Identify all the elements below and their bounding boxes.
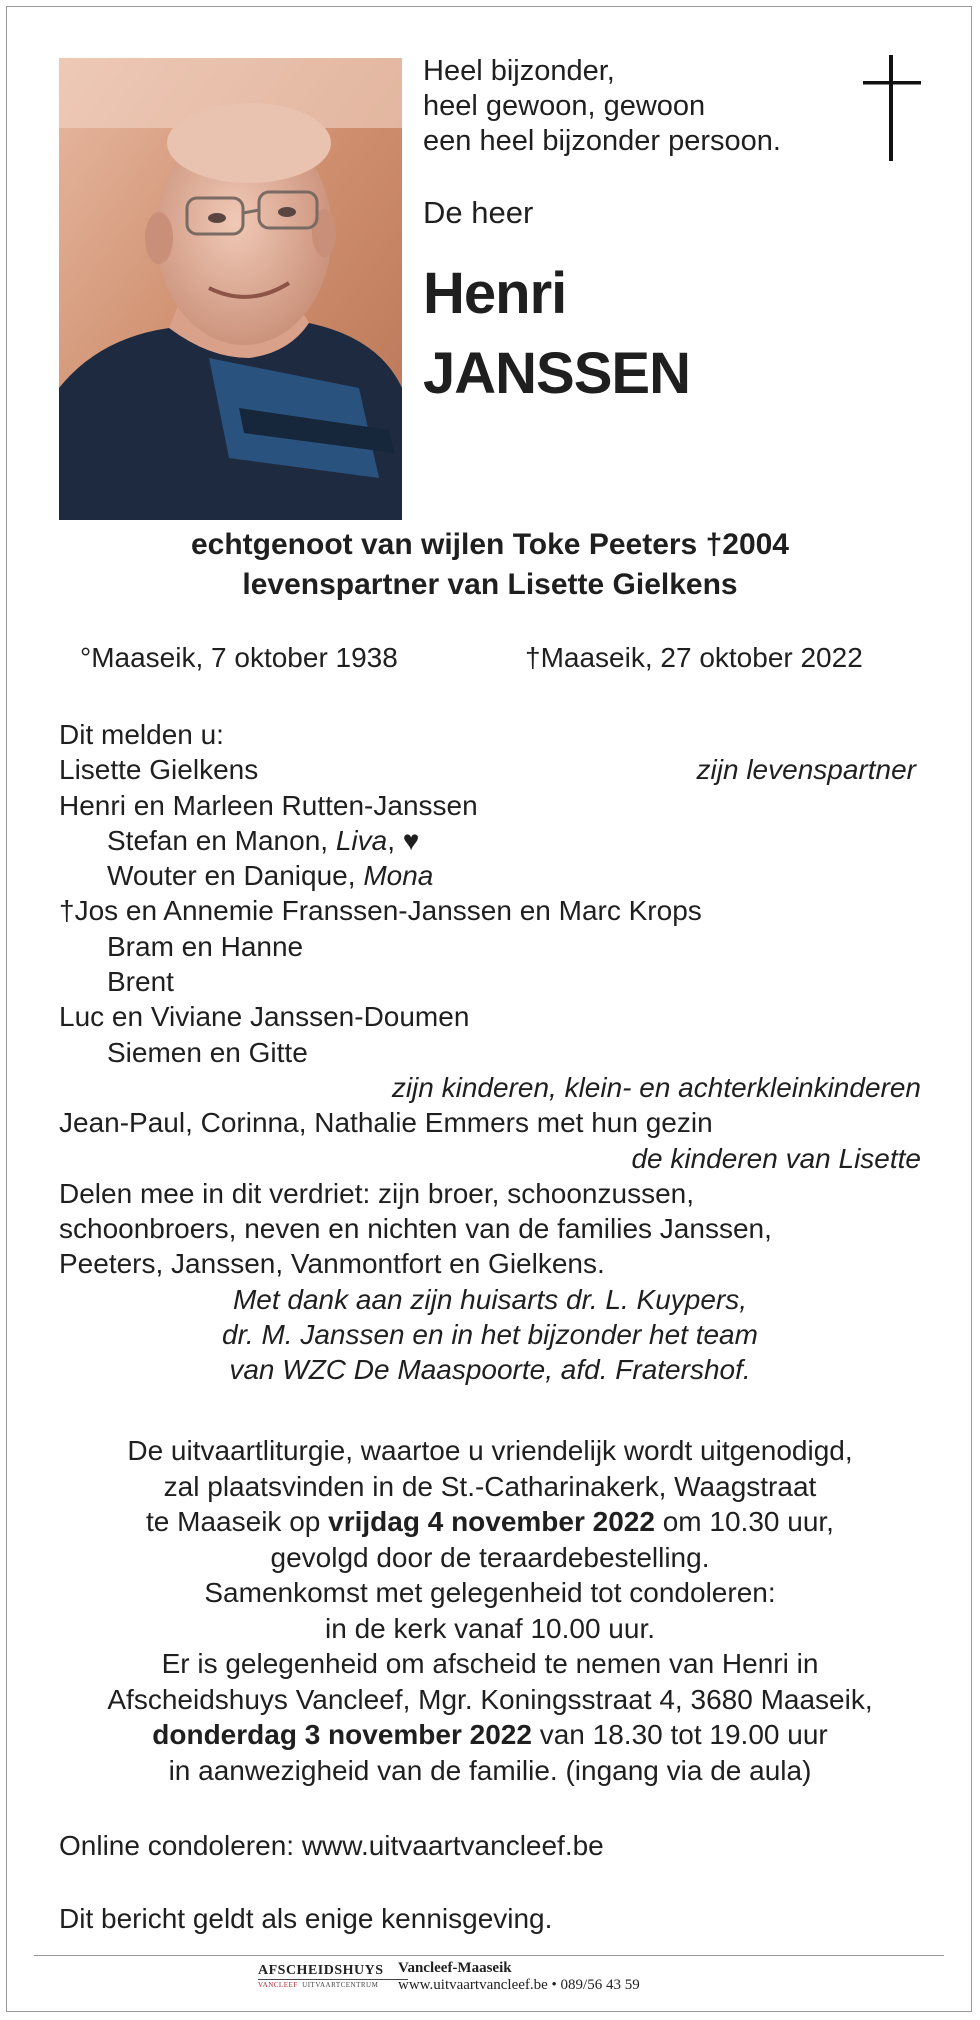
partner-line: levenspartner van Lisette Gielkens [242, 568, 738, 601]
funeral-line: in de kerk vanaf 10.00 uur. [325, 1612, 655, 1644]
grandchild-family [107, 858, 433, 893]
last-name: JANSSEN [423, 341, 690, 406]
online-condolences[interactable]: Online condoleren: www.uitvaartvancleef.be [59, 1830, 604, 1861]
grandchild-names: Stefan en Manon, [107, 824, 336, 856]
children-role: zijn kinderen, klein- en achterkleinkinderen [391, 1071, 921, 1103]
honorific: De heer [423, 195, 534, 230]
company-name: Vancleef-Maaseik [398, 1960, 512, 1976]
grandchild-family: Bram en Hanne [107, 930, 304, 962]
shared-grief-line: schoonbroers, neven en nichten van de families Janssen, [59, 1213, 772, 1245]
farewell-date: donderdag 3 november 2022 [152, 1719, 532, 1750]
funeral-line: Er is gelegenheid om afscheid te nemen van Henri in [161, 1648, 819, 1679]
thanks-line: van WZC De Maaspoorte, afd. Fratershof. [229, 1354, 751, 1386]
logo-rule [258, 1979, 408, 1980]
intro-line: een heel bijzonder persoon. [423, 125, 781, 157]
funeral-time: om 10.30 uur, [654, 1506, 834, 1537]
farewell-time: van 18.30 tot 19.00 uur [531, 1719, 828, 1750]
thanks-line: dr. M. Janssen en in het bijzonder het team [222, 1319, 758, 1351]
family-heading: Dit melden u: [59, 719, 224, 750]
logo-sub-brand: VANCLEEF [258, 1981, 298, 1989]
grandchild-family: Siemen en Gitte [107, 1036, 308, 1068]
logo-sub-text: UITVAARTCENTRUM [302, 1981, 379, 1989]
child-family: Henri en Marleen Rutten-Janssen [59, 789, 478, 821]
company-contact[interactable]: www.uitvaartvancleef.be • 089/56 43 59 [398, 1977, 640, 1993]
funeral-line [0, 1504, 980, 1540]
great-grandchild-name: Liva [335, 824, 388, 856]
child-family: †Jos en Annemie Franssen-Janssen en Marc Krops [59, 895, 702, 927]
cross-icon [863, 55, 921, 168]
shared-grief-line: Peeters, Janssen, Vanmontfort en Gielkens. [59, 1248, 605, 1280]
family-list [0, 717, 980, 1388]
intro-line: Heel bijzonder, [423, 55, 615, 87]
footer-divider [34, 1955, 944, 1956]
funeral-details [0, 1433, 980, 1788]
death-date: †Maaseik, 27 oktober 2022 [525, 642, 863, 673]
grandchild-family: Brent [107, 966, 174, 998]
notice-line: Dit bericht geldt als enige kennisgeving. [59, 1903, 553, 1934]
partner-role: zijn levenspartner [696, 754, 916, 786]
intro-poem [423, 54, 781, 159]
funeral-home-logo [258, 1963, 408, 1990]
partner-name: Lisette Gielkens [59, 754, 259, 786]
first-name: Henri [423, 261, 567, 326]
funeral-line: in aanwezigheid van de familie. (ingang via de aula) [168, 1754, 812, 1786]
funeral-line [0, 1717, 980, 1753]
intro-line: heel gewoon, gewoon [423, 90, 706, 122]
great-grandchild-name: Mona [363, 860, 434, 892]
funeral-line: gevolgd door de teraardebestelling. [270, 1541, 710, 1573]
lisette-children: Jean-Paul, Corinna, Nathalie Emmers met hun gezin [59, 1107, 713, 1139]
logo-subline [258, 1981, 408, 1990]
grandchild-names: Wouter en Danique, [107, 860, 364, 892]
funeral-text: te Maaseik op [146, 1506, 329, 1537]
lisette-children-role: de kinderen van Lisette [631, 1142, 921, 1174]
funeral-line: Samenkomst met gelegenheid tot condoleren: [204, 1577, 776, 1608]
shared-grief-line: Delen mee in dit verdriet: zijn broer, schoonzussen, [59, 1177, 694, 1209]
funeral-line: De uitvaartliturgie, waartoe u vriendelijk wordt uitgenodigd, [127, 1435, 853, 1466]
grandchild-family [107, 823, 419, 858]
spouse-line: echtgenoot van wijlen Toke Peeters †2004 [190, 528, 789, 561]
thanks-line: Met dank aan zijn huisarts dr. L. Kuypers, [232, 1283, 748, 1315]
funeral-line: zal plaatsvinden in de St.-Catharinakerk, Waagstraat [163, 1470, 817, 1502]
child-family: Luc en Viviane Janssen-Doumen [59, 1001, 470, 1033]
portrait-photo [59, 58, 402, 520]
funeral-line: Afscheidshuys Vancleef, Mgr. Koningsstraat 4, 3680 Maaseik, [107, 1683, 873, 1715]
logo-wordmark: AFSCHEIDSHUYS [258, 1963, 384, 1978]
funeral-date: vrijdag 4 november 2022 [328, 1506, 655, 1537]
birth-date: °Maaseik, 7 oktober 1938 [80, 642, 398, 673]
heart-mark: , ♥ [387, 824, 420, 856]
funeral-home-contact [398, 1960, 640, 1994]
